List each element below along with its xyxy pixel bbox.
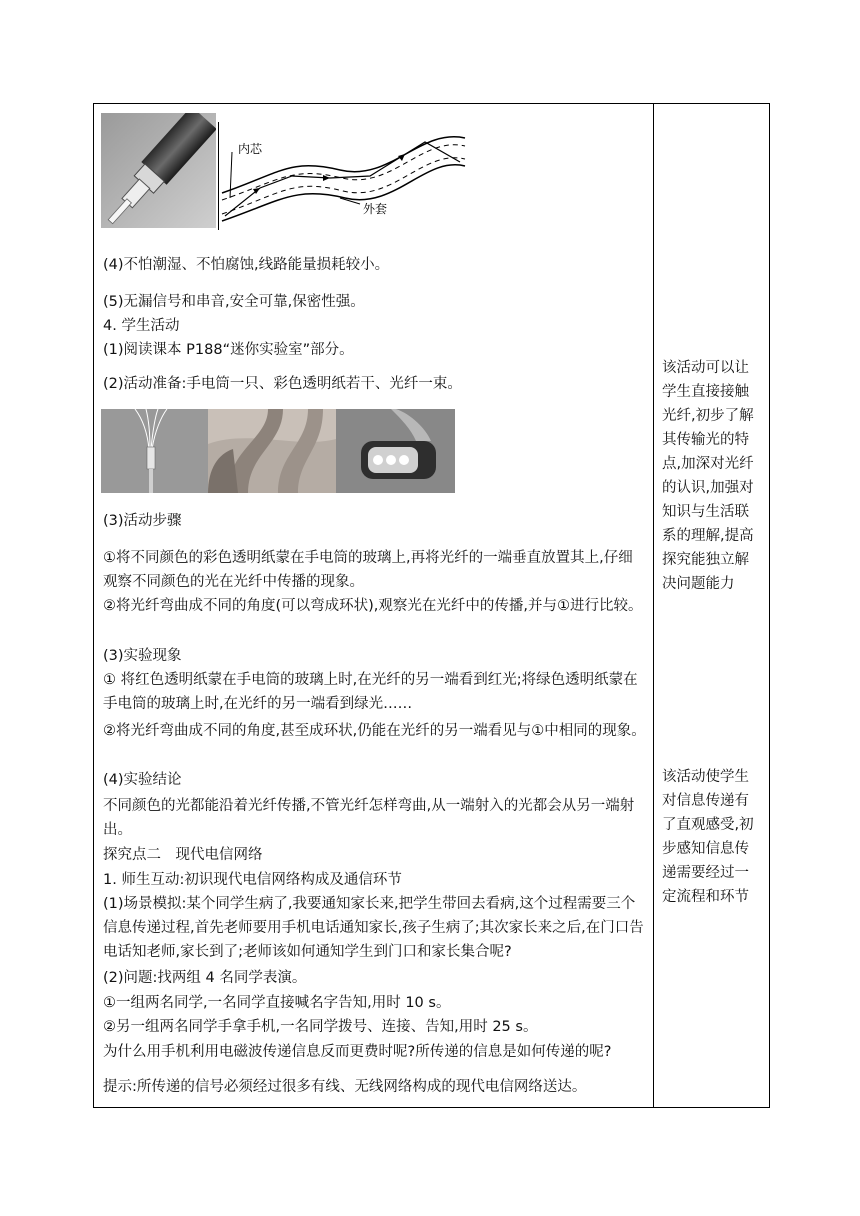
fiber-diagram <box>220 118 470 230</box>
flashlight-photo <box>336 409 455 493</box>
photo-separator <box>218 122 219 230</box>
core-label: 内芯 <box>238 142 263 156</box>
text-line: (3)活动步骤 <box>103 513 182 529</box>
text-line: (2)问题:找两组 4 名同学表演。 <box>103 970 307 986</box>
text-line: ②另一组两名同学手拿手机,一名同学拨号、连接、告知,用时 25 s。 <box>103 1019 538 1035</box>
text-line: 为什么用手机利用电磁波传递信息反而更费时呢?所传递的信息是如何传递的呢? <box>103 1044 612 1060</box>
fiber-cable-photo <box>101 113 216 228</box>
section-heading: 探究点二 现代电信网络 <box>103 847 263 863</box>
paragraph: ① 将红色透明纸蒙在手电筒的玻璃上时,在光纤的另一端看到红光;将绿色透明纸蒙在手电筒的玻璃上时,在光纤的另一端看到绿光…… <box>103 672 638 712</box>
side-note-1: 该活动可以让学生直接接触光纤,初步了解其传输光的特点,加深对光纤的认识,加强对知识与生活联系的理解,提高探究能独立解决问题能力 <box>662 360 754 592</box>
column-divider <box>653 103 654 1108</box>
text-line: 4. 学生活动 <box>103 318 180 334</box>
paragraph: ②将光纤弯曲成不同的角度,甚至成环状,仍能在光纤的另一端看见与①中相同的现象。 <box>103 723 646 739</box>
text-line: (2)活动准备:手电筒一只、彩色透明纸若干、光纤一束。 <box>103 376 462 392</box>
text-line: (4)实验结论 <box>103 772 182 788</box>
text-line: (1)阅读课本 P188“迷你实验室”部分。 <box>103 342 354 358</box>
sheath-label: 外套 <box>363 202 388 216</box>
text-line: (4)不怕潮湿、不怕腐蚀,线路能量损耗较小。 <box>103 257 390 273</box>
paragraph: ②将光纤弯曲成不同的角度(可以弯成环状),观察光在光纤中的传播,并与①进行比较。 <box>103 598 643 614</box>
text-line: 提示:所传递的信号必须经过很多有线、无线网络构成的现代电信网络送达。 <box>103 1079 587 1095</box>
side-note-2: 该活动使学生对信息传递有了直观感受,初步感知信息传递需要经过一定流程和环节 <box>662 769 754 905</box>
text-line: 1. 师生互动:初识现代电信网络构成及通信环节 <box>103 872 402 888</box>
colored-paper-photo <box>208 409 336 493</box>
paragraph: (1)场景模拟:某个同学生病了,我要通知家长来,把学生带回去看病,这个过程需要三个信息传递过程,首先老师要用手机电话通知家长,孩子生病了;其次家长来之后,在门口告电话知老师,家长到了;老师该如何通知学生到门口和家长集合呢? <box>103 896 644 960</box>
paragraph: 不同颜色的光都能沿着光纤传播,不管光纤怎样弯曲,从一端射入的光都会从另一端射出。 <box>103 798 635 838</box>
text-line: (5)无漏信号和串音,安全可靠,保密性强。 <box>103 294 365 310</box>
paragraph: ①将不同颜色的彩色透明纸蒙在手电筒的玻璃上,再将光纤的一端垂直放置其上,仔细观察不同颜色的光在光纤中传播的现象。 <box>103 550 633 590</box>
text-line: ①一组两名同学,一名同学直接喊名字告知,用时 10 s。 <box>103 995 451 1011</box>
text-line: (3)实验现象 <box>103 648 182 664</box>
fiber-bundle-photo <box>101 409 208 493</box>
